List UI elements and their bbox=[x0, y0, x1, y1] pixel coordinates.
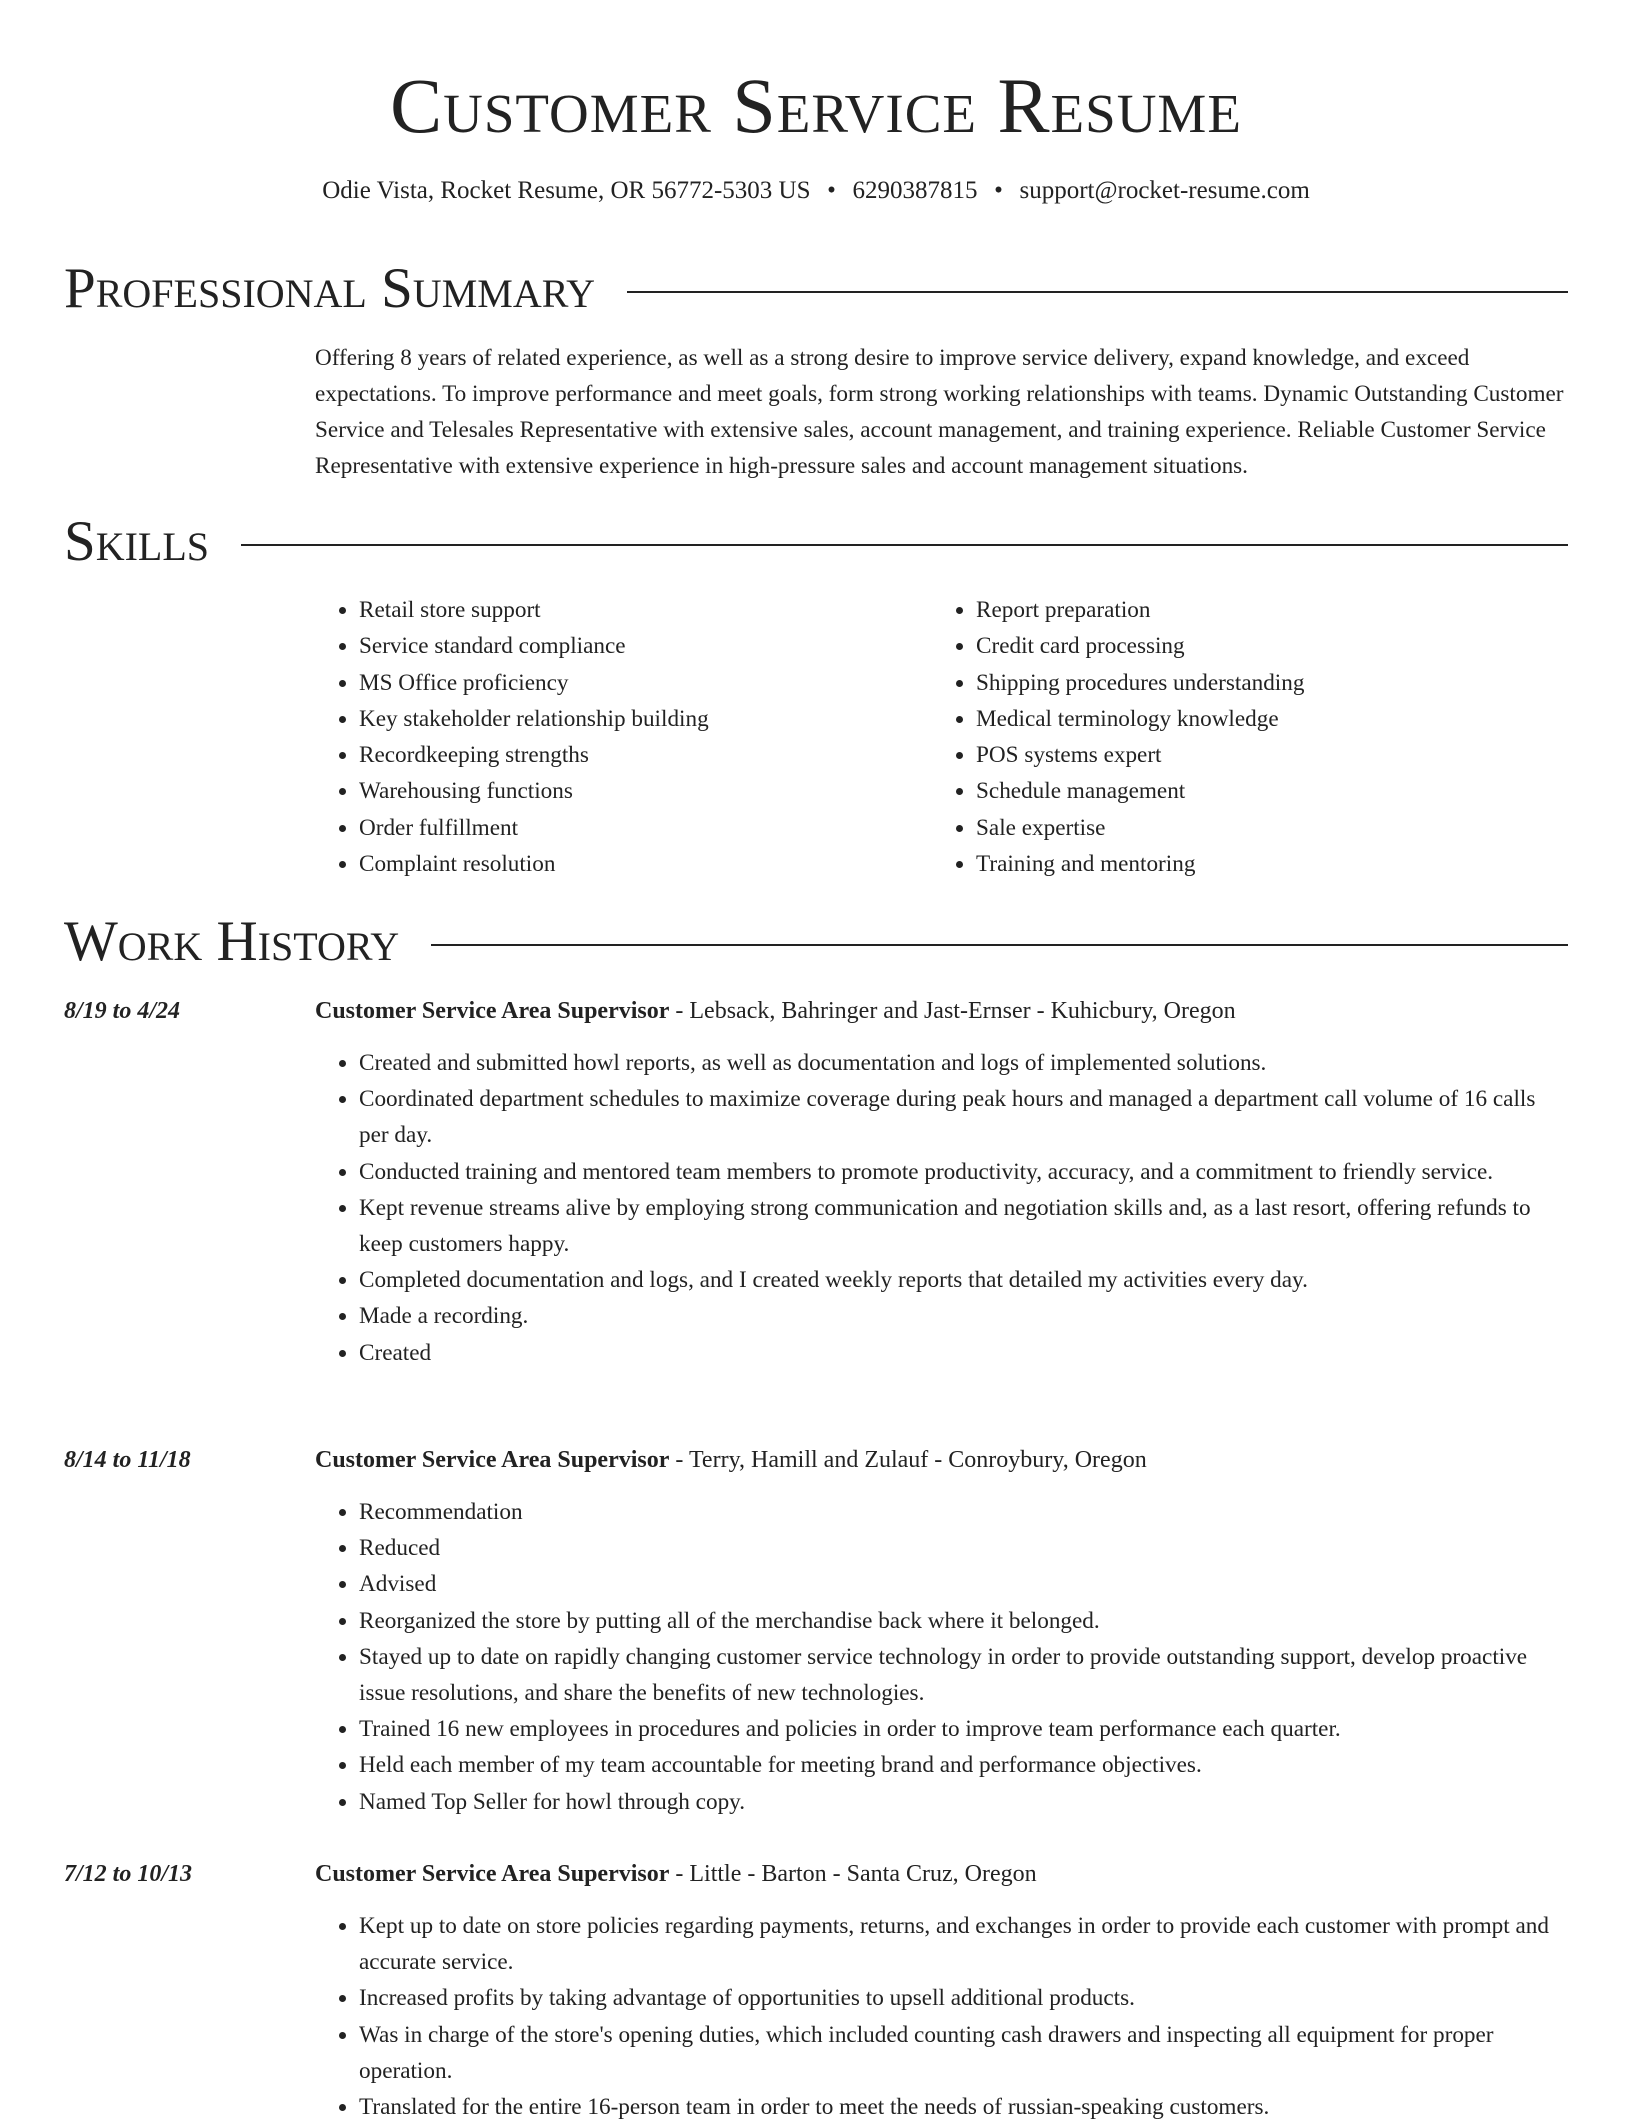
job-dates: 8/19 to 4/24 bbox=[64, 998, 181, 1024]
job-bullet: • Stayed up to date on rapidly changing customer service technology in order to provide outstanding support, develop proactive issue resolutions, and share the benefits of new technologies. bbox=[359, 1639, 1568, 1711]
work-section-heading bbox=[64, 910, 1568, 974]
skill-item: • Recordkeeping strengths bbox=[359, 737, 932, 773]
job-bullets bbox=[315, 1045, 1568, 1371]
job-bullet: • Coordinated department schedules to maximize coverage during peak hours and managed a department call volume of 16 calls per day. bbox=[359, 1081, 1568, 1153]
job-bullet: • Kept revenue streams alive by employing strong communication and negotiation skills and, as a last resort, offering refunds to keep customers happy. bbox=[359, 1190, 1568, 1262]
job-dates: 8/14 to 11/18 bbox=[64, 1447, 191, 1473]
section-divider bbox=[627, 291, 1568, 293]
skill-item: • Schedule management bbox=[976, 773, 1549, 809]
skills-column-right bbox=[932, 592, 1549, 882]
skill-item: • Key stakeholder relationship building bbox=[359, 701, 932, 737]
job-bullet: • Increased profits by taking advantage of opportunities to upsell additional products. bbox=[359, 1980, 1568, 2016]
job-bullet: • Trained 16 new employees in procedures and policies in order to improve team performance each quarter. bbox=[359, 1711, 1568, 1747]
summary-heading: Professional Summary bbox=[64, 257, 596, 320]
job-bullet: • Kept up to date on store policies regarding payments, returns, and exchanges in order to provide each customer with prompt and accurate service. bbox=[359, 1908, 1568, 1980]
job-bullet: • Reorganized the store by putting all of the merchandise back where it belonged. bbox=[359, 1603, 1568, 1639]
skill-item: • Sale expertise bbox=[976, 810, 1549, 846]
job-bullet: • Reduced bbox=[359, 1530, 1568, 1566]
job-title: Customer Service Area Supervisor bbox=[315, 1447, 670, 1473]
skills-list bbox=[315, 592, 1568, 882]
job-dates: 7/12 to 10/13 bbox=[64, 1861, 193, 1887]
summary-text: Offering 8 years of related experience, as well as a strong desire to improve service delivery, expand knowledge, and exceed expectations. To improve performance and meet goals, form strong working relationships with teams. Dynamic Outstanding Customer Service and Telesales Representative with extensive sales, account management, and training experience. Reliable Customer Service Representative with extensive experience in high-pressure sales and account management situations. bbox=[315, 345, 1564, 479]
skill-item: • POS systems expert bbox=[976, 737, 1549, 773]
job-header bbox=[315, 1442, 1147, 1478]
job-bullet: • Recommendation bbox=[359, 1494, 1568, 1530]
skills-section-heading bbox=[64, 510, 1568, 574]
contact-phone: 6290387815 bbox=[852, 177, 978, 204]
skill-item: • Service standard compliance bbox=[359, 628, 932, 664]
section-divider bbox=[241, 544, 1568, 546]
job-bullet: • Made a recording. bbox=[359, 1298, 1568, 1334]
job-bullet: • Named Top Seller for howl through copy. bbox=[359, 1784, 1568, 1820]
job-title: Customer Service Area Supervisor bbox=[315, 998, 670, 1024]
section-divider bbox=[431, 944, 1568, 946]
job-bullet: • Was in charge of the store's opening duties, which included counting cash drawers and inspecting all equipment for proper operation. bbox=[359, 2017, 1568, 2089]
skills-heading: Skills bbox=[64, 510, 210, 573]
contact-address: Odie Vista, Rocket Resume, OR 56772-5303 US bbox=[322, 177, 811, 204]
contact-separator: • bbox=[827, 177, 836, 204]
job-title: Customer Service Area Supervisor bbox=[315, 1861, 670, 1887]
skill-item: • Order fulfillment bbox=[359, 810, 932, 846]
job-bullet: • Held each member of my team accountable for meeting brand and performance objectives. bbox=[359, 1747, 1568, 1783]
job-bullet: • Translated for the entire 16-person team in order to meet the needs of russian-speaking customers. bbox=[359, 2089, 1568, 2125]
job-header bbox=[315, 1856, 1037, 1892]
job-employer: - Little - Barton - Santa Cruz, Oregon bbox=[669, 1861, 1037, 1887]
resume-title: Customer Service Resume bbox=[390, 62, 1242, 149]
job-bullets bbox=[315, 1494, 1568, 1820]
job-header bbox=[315, 993, 1236, 1029]
job-bullet: • Conducted training and mentored team members to promote productivity, accuracy, and a commitment to friendly service. bbox=[359, 1154, 1568, 1190]
contact-email: support@rocket-resume.com bbox=[1019, 177, 1310, 204]
work-heading: Work History bbox=[64, 910, 400, 973]
skill-item: • Medical terminology knowledge bbox=[976, 701, 1549, 737]
skill-item: • Training and mentoring bbox=[976, 846, 1549, 882]
skill-item: • Credit card processing bbox=[976, 628, 1549, 664]
skill-item: • Retail store support bbox=[359, 592, 932, 628]
job-employer: - Terry, Hamill and Zulauf - Conroybury, Oregon bbox=[669, 1447, 1147, 1473]
job-employer: - Lebsack, Bahringer and Jast-Ernser - Kuhicbury, Oregon bbox=[669, 998, 1236, 1024]
job-bullet: • Advised bbox=[359, 1566, 1568, 1602]
skill-item: • Shipping procedures understanding bbox=[976, 665, 1549, 701]
contact-separator: • bbox=[994, 177, 1003, 204]
skill-item: • Warehousing functions bbox=[359, 773, 932, 809]
contact-line bbox=[0, 175, 1632, 207]
skills-column-left bbox=[315, 592, 932, 882]
skill-item: • Report preparation bbox=[976, 592, 1549, 628]
job-bullet: • Created and submitted howl reports, as well as documentation and logs of implemented solutions. bbox=[359, 1045, 1568, 1081]
job-bullet: • Completed documentation and logs, and I created weekly reports that detailed my activities every day. bbox=[359, 1262, 1568, 1298]
skill-item: • MS Office proficiency bbox=[359, 665, 932, 701]
skill-item: • Complaint resolution bbox=[359, 846, 932, 882]
job-bullet: • Created bbox=[359, 1335, 1568, 1371]
job-bullets bbox=[315, 1908, 1568, 2125]
summary-section-heading bbox=[64, 257, 1568, 321]
